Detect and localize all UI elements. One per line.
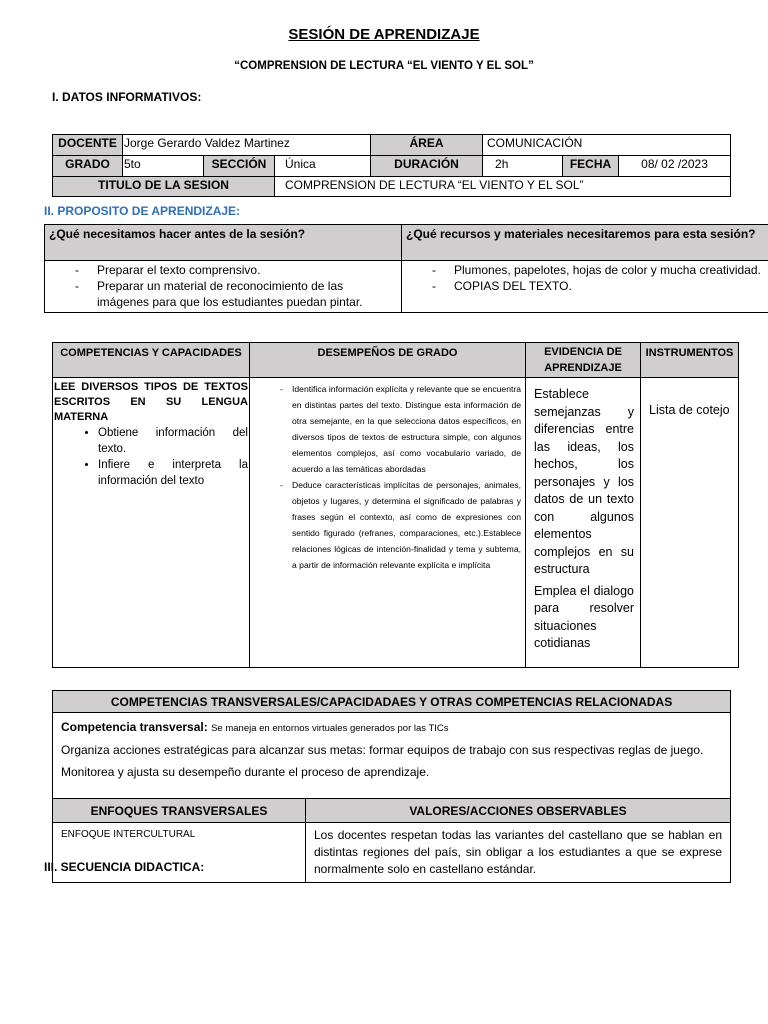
info-table [52,134,731,197]
list-item: - Preparar el texto comprensivo. [45,262,397,278]
evidencia-2: Emplea el dialogo para resolver situaciones cotidianas [534,583,634,650]
list-item: - Deduce características implícitas de personajes, animales, objetos y lugares, y determina el significado de palabras y frases según el contexto, así como de expresiones con sentido figurado (refranes, comparaciones, etc.).Establece relaciones lógicas de intención-finalidad y tema y subtema, a partir de información relevante explícita e implícita [250,477,521,573]
grado-label: GRADO [53,156,123,177]
area-value: COMUNICACIÓN [483,135,731,156]
transversales-header: COMPETENCIAS TRANSVERSALES/CAPACIDADAES Y OTRAS COMPETENCIAS RELACIONADAS [53,691,731,713]
area-label: ÁREA [371,135,483,156]
competencia-transversal-value: Se maneja en entornos virtuales generados por las TICs [211,723,449,734]
fecha-value: 08/ 02 /2023 [619,156,731,177]
competencias-header: COMPETENCIAS Y CAPACIDADES [53,343,250,378]
proposito-q1: ¿Qué necesitamos hacer antes de la sesión? [45,225,402,261]
instrumento-value: Lista de cotejo [649,403,730,417]
list-item: - COPIAS DEL TEXTO. [402,278,764,294]
transversales-table [52,690,731,883]
duracion-label: DURACIÓN [371,156,483,177]
monitorea-text: Monitorea y ajusta su desempeño durante el proceso de aprendizaje. [61,765,430,779]
instrumentos-header: INSTRUMENTOS [641,343,739,378]
list-item: • Obtiene información del texto. [98,425,248,457]
section-proposito-heading: II. PROPOSITO DE APRENDIZAJE: [44,204,241,218]
proposito-table [44,224,768,313]
valor-value: Los docentes respetan todas las variantes del castellano que se hablan en distintas regiones del país, sin obligar a los estudiantes a que se exprese normalmente solo en castellano estándar. [306,823,731,883]
titulo-label: TITULO DE LA SESION [53,177,275,197]
list-item: • Infiere e interpreta la información del texto [98,457,248,489]
capacidades-list [54,425,248,489]
enfoques-header: ENFOQUES TRANSVERSALES [53,799,306,823]
section-datos-heading: I. DATOS INFORMATIVOS: [52,90,202,104]
enfoque-value: ENFOQUE INTERCULTURAL [53,823,306,883]
page-title: SESIÓN DE APRENDIZAJE [288,26,480,43]
session-subtitle: “COMPRENSION DE LECTURA “EL VIENTO Y EL SOL” [234,60,534,72]
competencias-table [52,342,739,668]
seccion-value: Única [275,156,371,177]
docente-label: DOCENTE [53,135,123,156]
valores-header: VALORES/ACCIONES OBSERVABLES [306,799,731,823]
duracion-value: 2h [483,156,563,177]
grado-value: 5to [123,156,204,177]
list-item: - Identifica información explícita y relevante que se encuentra en distintas partes del texto. Distingue esta información de otra semejante, en la que selecciona datos específicos, en diversos tipos de textos de estructura simple, con algunos elementos complejos, así como vocabulario variado, de acuerdo a las temáticas abordadas [250,381,521,477]
antes-list [45,262,397,310]
recursos-list [402,262,764,294]
competencia-transversal-label: Competencia transversal: [61,720,208,734]
list-item: - Plumones, papelotes, hojas de color y mucha creatividad. [402,262,764,278]
docente-value: Jorge Gerardo Valdez Martinez [123,135,371,156]
proposito-q2: ¿Qué recursos y materiales necesitaremos para esta sesión? [402,225,768,261]
desempenos-header: DESEMPEÑOS DE GRADO [250,343,526,378]
section-secuencia-heading: III. SECUENCIA DIDACTICA: [44,860,205,874]
desempenos-list [250,381,521,573]
competencia-title: LEE DIVERSOS TIPOS DE TEXTOS ESCRITOS EN SU LENGUA MATERNA [54,381,248,423]
evidencia-1: Establece semejanzas y diferencias entre las ideas, los hechos, los personajes y los datos de un texto con algunos elementos complejos en su estructura [534,387,634,576]
evidencia-header: EVIDENCIA DE APRENDIZAJE [526,343,641,378]
fecha-label: FECHA [563,156,619,177]
list-item: - Preparar un material de reconocimiento de las imágenes para que los estudiantes puedan pintar. [45,278,397,310]
titulo-value: COMPRENSION DE LECTURA “EL VIENTO Y EL SOL” [275,177,731,197]
seccion-label: SECCIÓN [204,156,275,177]
organiza-text: Organiza acciones estratégicas para alcanzar sus metas: formar equipos de trabajo con sus respectivas reglas de juego. [61,743,704,757]
